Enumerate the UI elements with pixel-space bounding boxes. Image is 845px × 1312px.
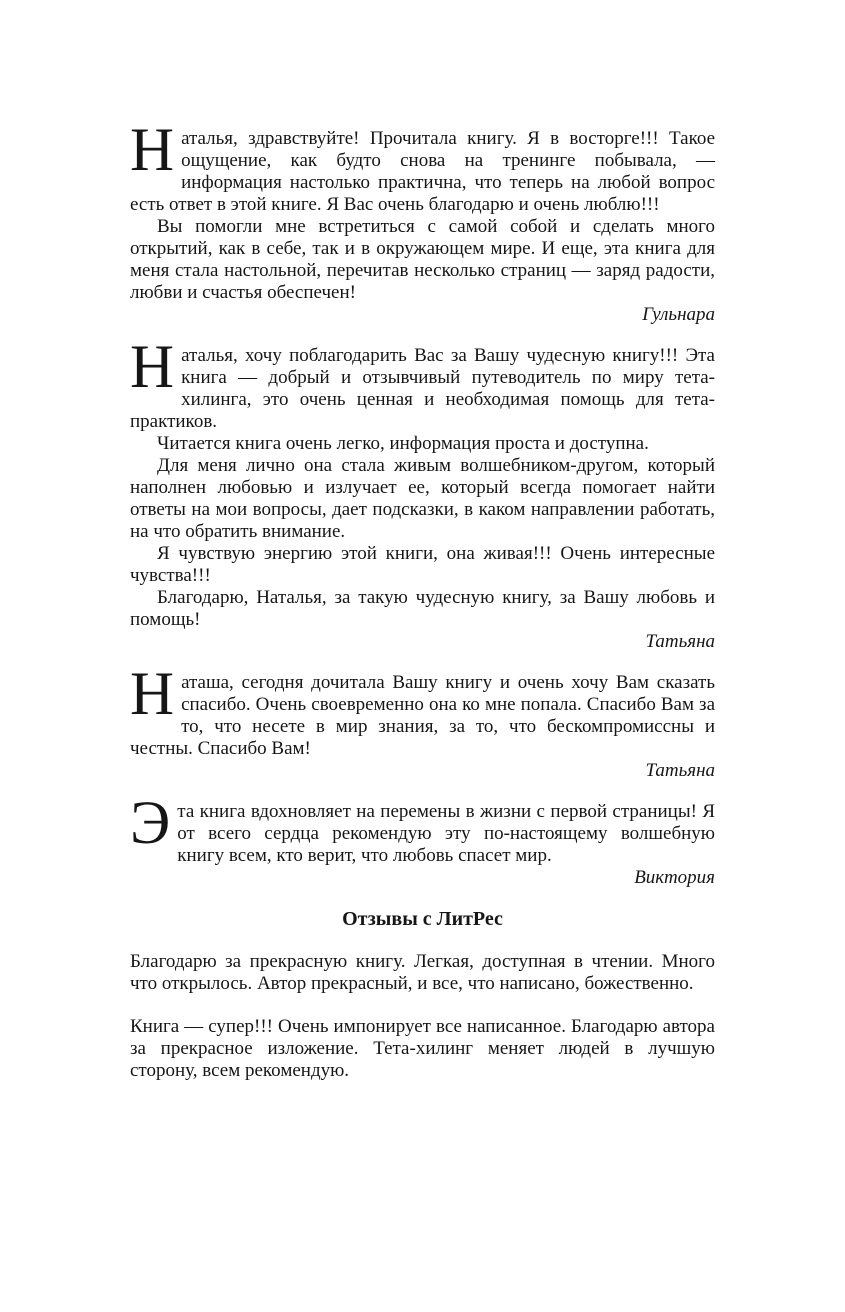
review-paragraph: Для меня лично она стала живым волшебником-другом, который наполнен любовью и излучает ее, который всегда помогает найти ответы на мои вопросы, дает подсказки, в каком направлении работать, на что обратить внимание. bbox=[130, 455, 715, 542]
review-signature: Виктория bbox=[634, 867, 715, 888]
review-paragraph: Благодарю, Наталья, за такую чудесную книгу, за Вашу любовь и помощь! bbox=[130, 587, 715, 630]
review-opening-paragraph bbox=[130, 790, 715, 867]
review-paragraph: Вы помогли мне встретиться с самой собой и сделать много открытий, как в себе, так и в окружающем мире. И еще, эта книга для меня стала настольной, перечитав несколько страниц — заряд радости, любви и счастья обеспечен! bbox=[130, 216, 715, 303]
review-signature: Татьяна bbox=[645, 631, 715, 652]
litres-section bbox=[130, 908, 715, 1082]
drop-cap-letter: Н bbox=[130, 334, 175, 401]
review-paragraph: Читается книга очень легко, информация проста и доступна. bbox=[157, 433, 649, 454]
drop-cap-letter: Н bbox=[130, 661, 175, 728]
drop-cap-letter: Э bbox=[130, 790, 171, 857]
review-block-1 bbox=[130, 117, 715, 326]
litres-heading: Отзывы с ЛитРес bbox=[342, 908, 503, 930]
litres-review-paragraph: Книга — супер!!! Очень импонирует все написанное. Благодарю автора за прекрасное изложение. Тета-хилинг меняет людей в лучшую сторону, всем рекомендую. bbox=[130, 1016, 715, 1081]
review-opening-paragraph bbox=[130, 117, 715, 216]
litres-review-paragraph: Благодарю за прекрасную книгу. Легкая, доступная в чтении. Много что открылось. Автор прекрасный, и все, что написано, божественно. bbox=[130, 951, 715, 994]
review-paragraph: Я чувствую энергию этой книги, она живая!!! Очень интересные чувства!!! bbox=[130, 543, 715, 586]
review-block-3 bbox=[130, 661, 715, 782]
drop-cap-letter: Н bbox=[130, 117, 175, 184]
review-text: аталья, хочу поблагодарить Вас за Вашу чудесную книгу!!! Эта книга — добрый и отзывчивый путеводитель по миру тета-хилинга, это очень ценная и необходимая помощь для тета-практиков. bbox=[130, 345, 715, 432]
review-opening-paragraph bbox=[130, 334, 715, 433]
review-text: аташа, сегодня дочитала Вашу книгу и очень хочу Вам сказать спасибо. Очень своевременно она ко мне попала. Спасибо Вам за то, что несете в мир знания, за то, что бескомпромиссны и честны. Спасибо Вам! bbox=[130, 672, 715, 759]
review-text: та книга вдохновляет на перемены в жизни с первой страницы! Я от всего сердца рекомендую эту по-настоящему волшебную книгу всем, кто верит, что любовь спасет мир. bbox=[177, 801, 715, 866]
review-opening-paragraph bbox=[130, 661, 715, 760]
review-block-2 bbox=[130, 334, 715, 653]
review-signature: Татьяна bbox=[645, 760, 715, 781]
review-text: аталья, здравствуйте! Прочитала книгу. Я в восторге!!! Такое ощущение, как будто снова на тренинге побывала, — информация настолько практична, что теперь на любой вопрос есть ответ в этой книге. Я Вас очень благодарю и очень люблю!!! bbox=[130, 128, 715, 215]
review-signature: Гульнара bbox=[642, 304, 715, 325]
review-block-4 bbox=[130, 790, 715, 889]
